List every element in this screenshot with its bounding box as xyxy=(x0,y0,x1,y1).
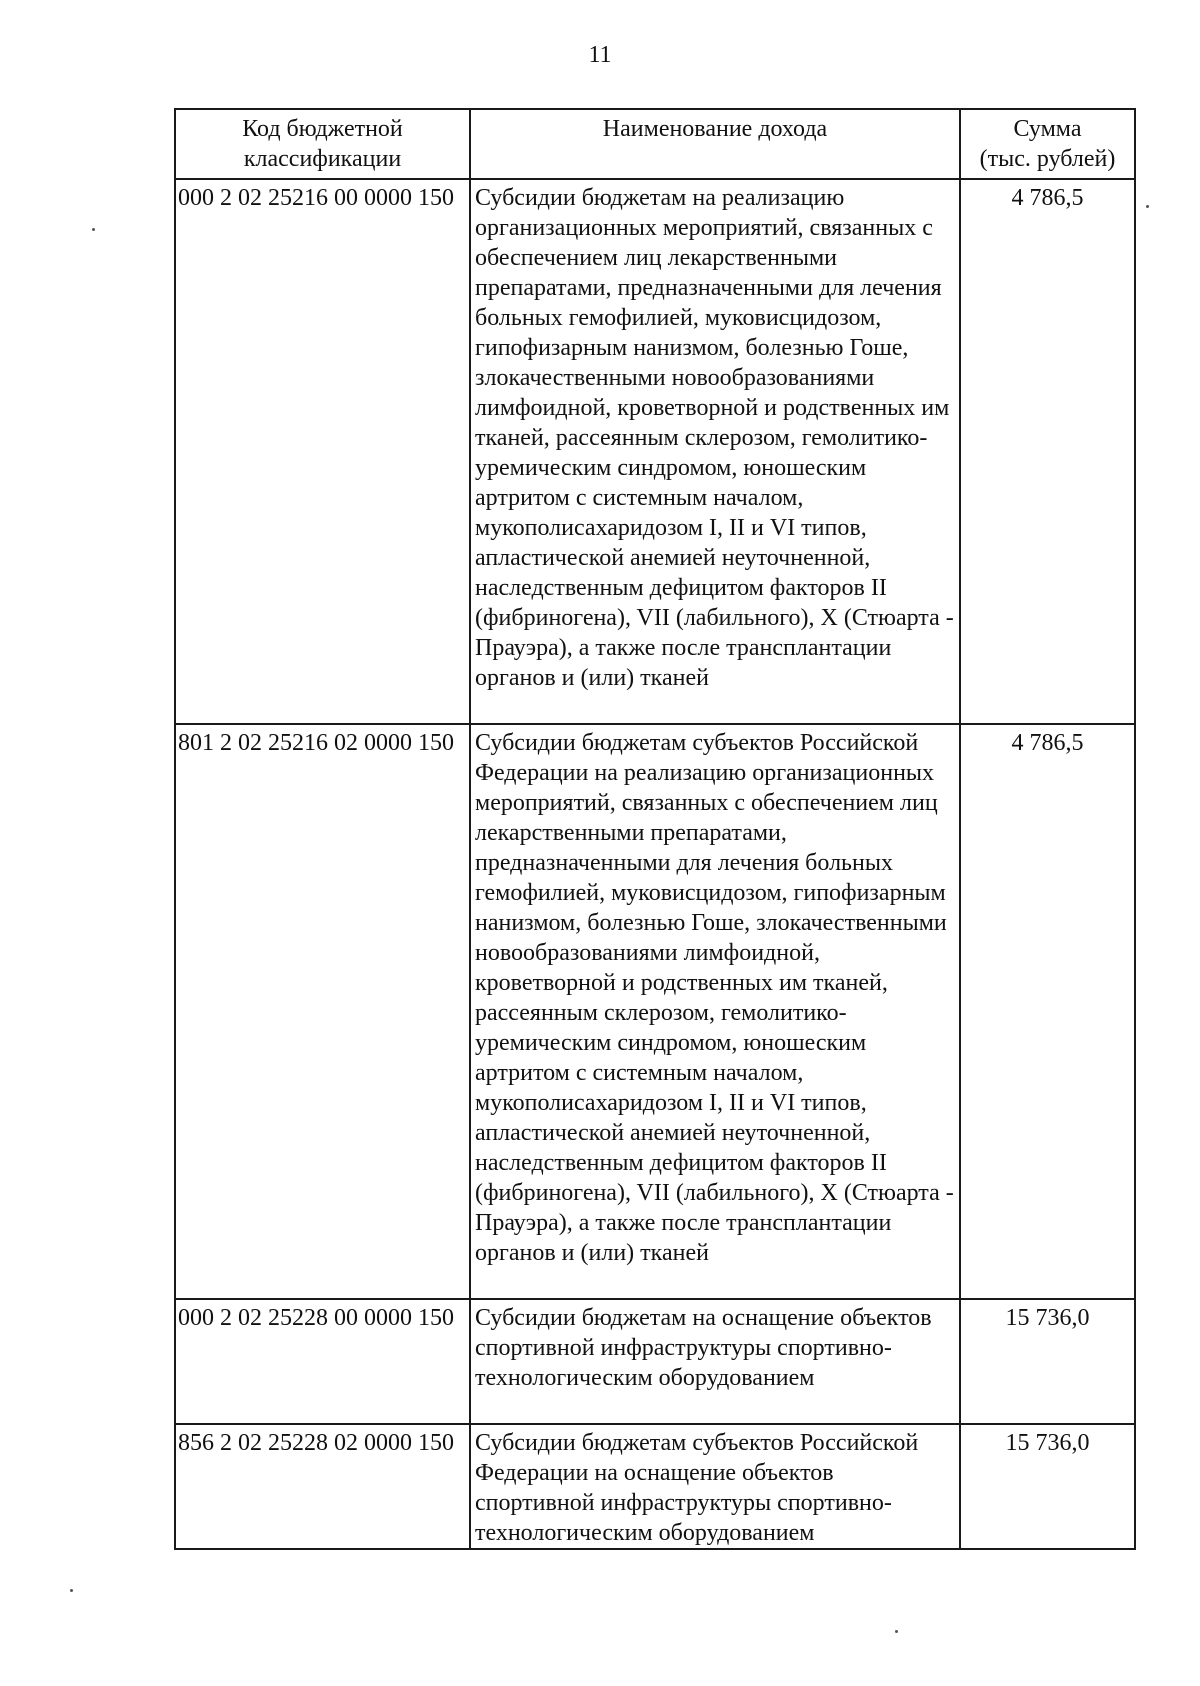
row-name-cell: Субсидии бюджетам на реализацию организационных мероприятий, связанных с обеспечением лиц лекарственными препаратами, предназначенными для лечения больных гемофилией, муковисцидозом, гипофизарным нанизмом, болезнью Гоше, злокачественными новообразованиями лимфоидной, кроветворной и родственных им тканей, рассеянным склерозом, гемолитико-уремическим синдромом, юношеским артритом с системным началом, мукополисахаридозом I, II и VI типов, апластической анемией неуточненной, наследственным дефицитом факторов II (фибриногена), VII (лабильного), X (Стюарта - Прауэра), а также после трансплантации органов и (или) тканей xyxy=(470,179,960,724)
row-code-cell: 801 2 02 25216 02 0000 150 xyxy=(175,724,470,1299)
header-name-line: Наименование дохода xyxy=(602,116,828,142)
revenue-table-container xyxy=(174,108,1136,1550)
header-code-line: Код бюджетной xyxy=(242,116,403,142)
header-name xyxy=(470,109,960,179)
header-sum xyxy=(960,109,1135,179)
row-sum-cell: 15 736,0 xyxy=(960,1424,1135,1549)
table-row xyxy=(175,1424,1135,1549)
header-code xyxy=(175,109,470,179)
scan-speck xyxy=(92,228,95,231)
table-header-row xyxy=(175,109,1135,179)
row-code-cell: 856 2 02 25228 02 0000 150 xyxy=(175,1424,470,1549)
row-code-cell: 000 2 02 25216 00 0000 150 xyxy=(175,179,470,724)
table-row xyxy=(175,724,1135,1299)
row-sum-cell: 4 786,5 xyxy=(960,179,1135,724)
row-sum-cell: 15 736,0 xyxy=(960,1299,1135,1424)
scan-speck xyxy=(1146,205,1149,208)
header-code-line: классификации xyxy=(243,146,402,172)
row-name-cell: Субсидии бюджетам на оснащение объектов спортивной инфраструктуры спортивно-технологическим оборудованием xyxy=(470,1299,960,1424)
row-code-cell: 000 2 02 25228 00 0000 150 xyxy=(175,1299,470,1424)
row-name-cell: Субсидии бюджетам субъектов Российской Федерации на реализацию организационных мероприятий, связанных с обеспечением лиц лекарственными препаратами, предназначенными для лечения больных гемофилией, муковисцидозом, гипофизарным нанизмом, болезнью Гоше, злокачественными новообразованиями лимфоидной, кроветворной и родственных им тканей, рассеянным склерозом, гемолитико-уремическим синдромом, юношеским артритом с системным началом, мукополисахаридозом I, II и VI типов, апластической анемией неуточненной, наследственным дефицитом факторов II (фибриногена), VII (лабильного), X (Стюарта - Прауэра), а также после трансплантации органов и (или) тканей xyxy=(470,724,960,1299)
header-sum-line: (тыс. рублей) xyxy=(979,146,1116,172)
page-number: 11 xyxy=(588,42,612,68)
revenue-table xyxy=(174,108,1136,1550)
row-name-cell: Субсидии бюджетам субъектов Российской Федерации на оснащение объектов спортивной инфраструктуры спортивно-технологическим оборудованием xyxy=(470,1424,960,1549)
header-sum-line: Сумма xyxy=(1013,116,1082,142)
scan-speck xyxy=(895,1630,898,1633)
scan-speck xyxy=(70,1589,73,1592)
table-row xyxy=(175,1299,1135,1424)
row-sum-cell: 4 786,5 xyxy=(960,724,1135,1299)
table-row xyxy=(175,179,1135,724)
